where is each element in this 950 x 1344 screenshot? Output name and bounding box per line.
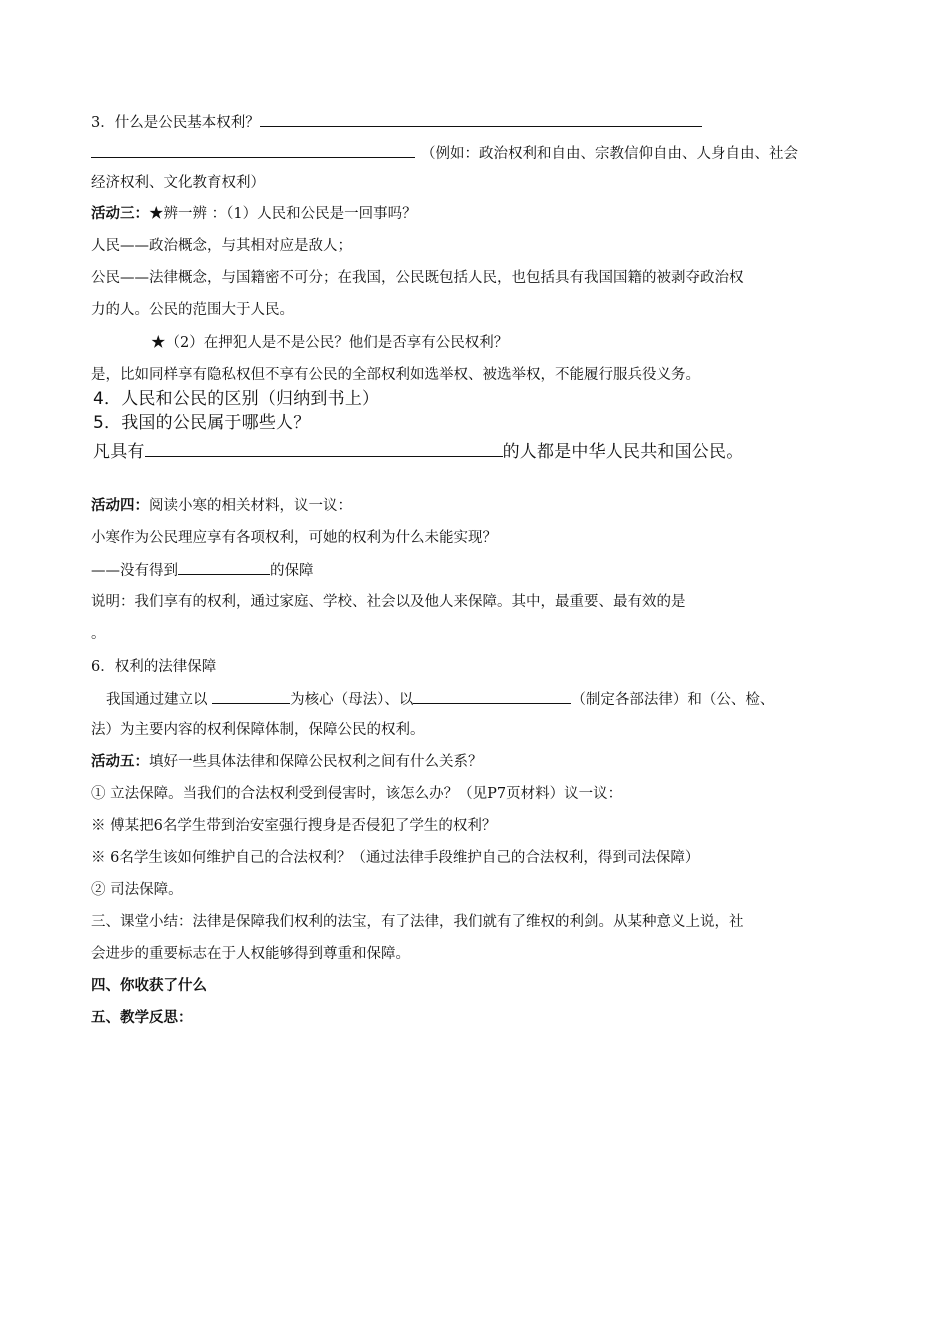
activity4-note: 说明：我们享有的权利，通过家庭、学校、社会以及他人来保障。其中，最重要、最有效的是 — [91, 594, 686, 610]
q4-title: 4．人民和公民的区别（归纳到书上） — [93, 389, 380, 409]
activity4-fill-suffix: 的保障 — [270, 563, 314, 579]
activity5-item1b: ※ 6名学生该如何维护自己的合法权利？（通过法律手段维护自己的合法权利，得到司法保障） — [91, 850, 700, 866]
activity4-question: 小寒作为公民理应享有各项权利，可她的权利为什么未能实现？ — [91, 530, 497, 546]
q3-example-line — [91, 143, 798, 164]
section5-heading: 五、教学反思： — [91, 1009, 193, 1026]
q6-title: 6．权利的法律保障 — [91, 659, 217, 675]
q6-line1-b: 为核心（母法）、以 — [290, 692, 414, 708]
activity4-note-end: 。 — [91, 626, 106, 642]
q3-answer-blank-2[interactable] — [91, 143, 415, 158]
q3-question: 3．什么是公民基本权利？ — [91, 115, 260, 131]
q5-fill-prefix: 凡具有 — [93, 442, 145, 462]
q3-line — [91, 112, 702, 133]
q6-constitution-blank[interactable] — [212, 689, 290, 704]
activity5-item1a: ※ 傅某把6名学生带到治安室强行搜身是否侵犯了学生的权利？ — [91, 818, 497, 834]
activity5-item1: ① 立法保障。当我们的合法权利受到侵害时，该怎么办？（见P7页材料）议一议： — [91, 786, 623, 802]
summary-line2: 会进步的重要标志在于人权能够得到尊重和保障。 — [91, 946, 410, 962]
activity4-title-line — [91, 496, 352, 516]
activity4-heading: 活动四： — [91, 497, 149, 514]
q6-line1-a: 我国通过建立以 — [106, 692, 213, 708]
activity5-heading: 活动五： — [91, 753, 149, 770]
activity5-intro: 填好一些具体法律和保障公民权利之间有什么关系？ — [149, 754, 483, 770]
citizen-definition-1: 公民——法律概念，与国籍密不可分；在我国，公民既包括人民，也包括具有我国国籍的被剥夺政治权 — [91, 270, 744, 286]
activity3-heading: 活动三： — [91, 205, 149, 222]
q3-example-cont: 经济权利、文化教育权利） — [91, 175, 265, 191]
q5-fill-line — [93, 440, 743, 463]
activity4-fill-line — [91, 560, 314, 581]
q3-example: （例如：政治权利和自由、宗教信仰自由、人身自由、社会 — [421, 146, 798, 162]
activity5-item2: ② 司法保障。 — [91, 882, 183, 898]
section4-heading: 四、你收获了什么 — [91, 977, 207, 994]
q6-line1 — [106, 689, 774, 710]
q6-laws-blank[interactable] — [413, 689, 571, 704]
activity4-fill-prefix: ——没有得到 — [91, 563, 178, 579]
q5-fill-suffix: 的人都是中华人民共和国公民。 — [502, 442, 744, 462]
q6-line1-c: （制定各部法律）和（公、检、 — [571, 692, 775, 708]
activity5-title-line — [91, 752, 483, 772]
q6-line2: 法）为主要内容的权利保障体制，保障公民的权利。 — [91, 722, 425, 738]
activity3-answer: 是，比如同样享有隐私权但不享有公民的全部权利如选举权、被选举权，不能履行服兵役义务。 — [91, 367, 700, 383]
activity3-q1: ★辨一辨 ：（1）人民和公民是一回事吗？ — [149, 206, 417, 222]
q5-fill-blank[interactable] — [145, 440, 503, 457]
activity4-intro: 阅读小寒的相关材料，议一议： — [149, 498, 352, 514]
people-definition: 人民——政治概念，与其相对应是敌人； — [91, 238, 352, 254]
activity3-q2: ★（2）在押犯人是不是公民？他们是否享有公民权利？ — [151, 335, 509, 351]
citizen-definition-2: 力的人。公民的范围大于人民。 — [91, 302, 294, 318]
summary-line1: 三、课堂小结：法律是保障我们权利的法宝，有了法律，我们就有了维权的利剑。从某种意义上说，社 — [91, 914, 744, 930]
activity3-title-line — [91, 204, 417, 224]
activity4-fill-blank[interactable] — [178, 560, 270, 575]
q5-title: 5．我国的公民属于哪些人？ — [93, 413, 311, 433]
q3-answer-blank[interactable] — [260, 112, 702, 127]
